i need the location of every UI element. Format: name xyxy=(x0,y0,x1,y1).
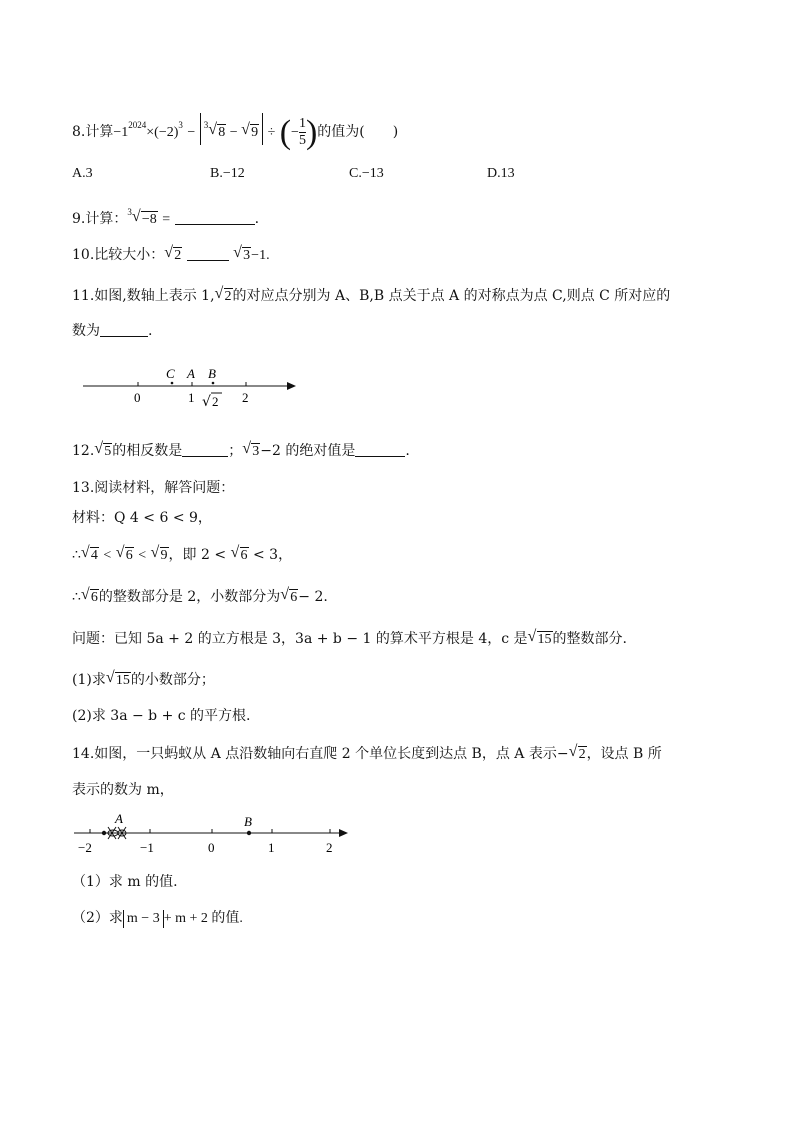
q11-sqrt-2: √ 2 xyxy=(214,285,232,304)
q8-abs-minus: − xyxy=(229,125,238,140)
q14-line-1: 14.如图，一只蚂蚁从 A 点沿数轴向右直爬 2 个单位长度到达点 B，点 A 表示− √ 2，设点 B 所 xyxy=(72,744,662,765)
q8-abs-value xyxy=(200,113,263,145)
q10-line xyxy=(72,245,270,266)
q11-text-b: 的对应点分别为 A、B,B 点关于点 A 的对称点为点 C,则点 C 所对应的 xyxy=(232,288,671,304)
q14-sqrt-2: √ 2 xyxy=(568,743,586,762)
q13-sqrt-6: √ 6 xyxy=(115,544,133,563)
q13-sqrt-15-b: √ 15 xyxy=(105,669,130,688)
q10-tail: −1. xyxy=(251,248,270,263)
q14-axis-tick-0: 0 xyxy=(208,840,215,855)
q11-axis-tick-2: 2 xyxy=(242,390,249,405)
q14-part-2: （2）求 m − 3 + m + 2 的值. xyxy=(72,910,243,926)
q11-answer-blank xyxy=(100,322,148,337)
q11-line-2 xyxy=(72,321,152,341)
q14-line-2: 表示的数为 m， xyxy=(72,782,174,798)
q12-end: . xyxy=(405,443,410,459)
q12-answer-blank-2 xyxy=(355,442,405,457)
q12-answer-blank-1 xyxy=(182,442,228,457)
q8-div: ÷ xyxy=(267,125,276,140)
q14-part-1: （1）求 m 的值. xyxy=(72,874,178,890)
q13-sqrt-6-b: √ 6 xyxy=(230,544,248,563)
q14-number-line xyxy=(72,812,362,860)
q8-line: 8.计算$-1^{2024}\times(-2)^3 - ^3$ √ 8 − √ 9 ÷ (− $\frac{1}{5}$ )的值为( ) xyxy=(72,114,399,151)
q11-end: . xyxy=(148,323,153,339)
q8-option-a: A.3 xyxy=(72,166,93,181)
q8-expr-c: − xyxy=(187,125,196,140)
q8-sqrt-9: √ 9 xyxy=(241,121,259,140)
q13-line-3: ∴ √ 4 < √ 6 < √ 9，即 2 < √ 6 < 3， xyxy=(72,545,292,566)
q9-line xyxy=(72,202,259,230)
q8-expr-b: ×(−2) xyxy=(146,125,179,140)
q13-part-2: (2)求 3a − b + c 的平方根. xyxy=(72,708,251,724)
q13-sqrt-6-d: √ 6 xyxy=(280,586,298,605)
q11-text-c: 数为 xyxy=(72,323,100,339)
q11-line-1 xyxy=(72,286,670,307)
q14-axis-tick-2: 2 xyxy=(326,840,333,855)
q14-axis-label-a: A xyxy=(115,812,123,826)
q13-sqrt-6-c: √ 6 xyxy=(80,586,98,605)
q8-fraction: $\frac{1}{5}$ xyxy=(298,115,306,148)
q9-answer-blank xyxy=(175,210,255,225)
q8-neg: − xyxy=(291,125,299,140)
q13-question: 问题：已知 5a + 2 的立方根是 3，3a + b − 1 的算术平方根是 4，c 是 √ 15的整数部分. xyxy=(72,629,627,650)
q12-line xyxy=(72,441,410,462)
q11-axis-tick-0: 0 xyxy=(134,390,141,405)
q11-axis-point-b: B xyxy=(208,366,216,381)
q14-abs: m − 3 xyxy=(123,910,164,928)
q10-sqrt-3: √ 3 xyxy=(233,244,251,263)
q11-number-line xyxy=(80,362,310,414)
q13-sqrt-9: √ 9 xyxy=(150,544,168,563)
q8-expr-a: −1 xyxy=(113,125,129,140)
q9-cube-root: √ −8 xyxy=(131,208,157,227)
q8-prefix: 8.计算 xyxy=(72,124,114,140)
q14-axis-tick-1: 1 xyxy=(268,840,275,855)
q12-text-b: −2 的绝对值是 xyxy=(260,443,356,459)
q8-option-b: B.−12 xyxy=(210,166,245,181)
q8-suffix: 的值为( ) xyxy=(317,124,399,140)
q11-axis-point-c: C xyxy=(166,366,175,381)
q13-sqrt-15: √ 15 xyxy=(527,628,552,647)
q12-sqrt-3: √ 3 xyxy=(242,440,260,459)
q13-material: 材料：Q 4 < 6 < 9， xyxy=(72,510,212,526)
q11-text-a: 11.如图,数轴上表示 1, xyxy=(72,288,215,304)
q14-axis-tick-neg2: −2 xyxy=(78,840,92,855)
q9-end: . xyxy=(254,211,260,227)
q14-axis-label-b: B xyxy=(244,814,252,829)
q8-exp2: 3 xyxy=(178,120,183,130)
q14-axis-tick-neg1: −1 xyxy=(140,840,154,855)
q13-sqrt-4: √ 4 xyxy=(80,544,98,563)
q12-sep: ； xyxy=(228,443,243,459)
q8-exp: 2024 xyxy=(128,120,147,130)
q12-prefix: 12. xyxy=(72,443,95,459)
q10-prefix: 10.比较大小： xyxy=(72,247,165,263)
q9-root-index: 3 xyxy=(127,207,132,217)
q12-text-a: 的相反数是 xyxy=(112,443,183,459)
q8-abs-index: 3 xyxy=(203,120,209,130)
q9-prefix: 9.计算： xyxy=(72,211,128,227)
q13-line-4: ∴ √ 6的整数部分是 2，小数部分为 √ 6− 2. xyxy=(72,587,328,608)
q8-sqrt-8: √ 8 xyxy=(208,121,226,140)
q11-axis-tick-1: 1 xyxy=(188,390,195,405)
q8-option-d: D.13 xyxy=(487,166,515,181)
q10-answer-blank xyxy=(187,246,229,261)
q8-option-c: C.−13 xyxy=(349,166,384,181)
q11-axis-point-a: A xyxy=(187,366,195,381)
q11-axis-sqrt-2: 2 xyxy=(212,394,219,409)
q13-title: 13.阅读材料，解答问题： xyxy=(72,480,235,496)
q9-equals: = xyxy=(162,212,171,227)
q13-part-1: (1)求 √ 15的小数部分； xyxy=(72,670,215,691)
q12-sqrt-5: √ 5 xyxy=(94,440,112,459)
q10-sqrt-2: √ 2 xyxy=(164,244,182,263)
svg-text:√: √ xyxy=(202,394,211,410)
